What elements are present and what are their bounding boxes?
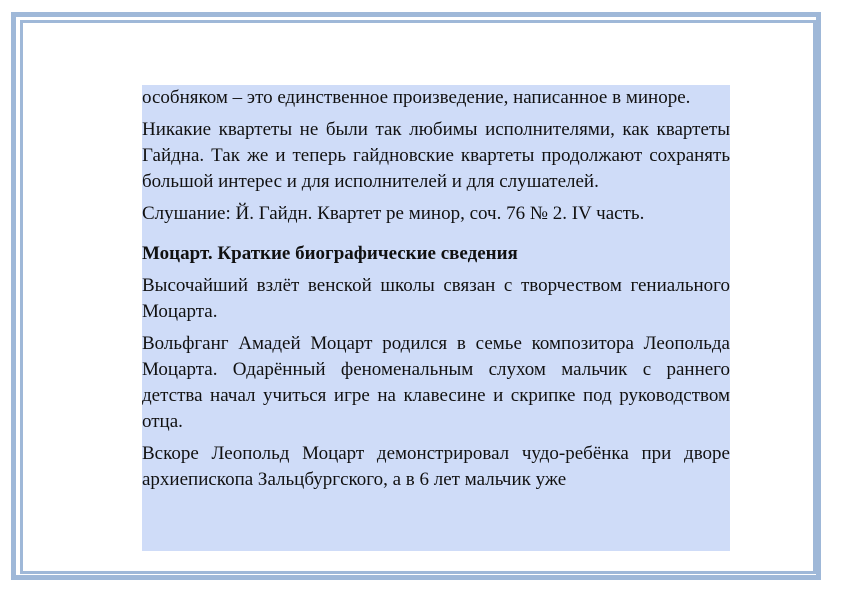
paragraph-haydn-quartets: Никакие квартеты не были так любимы исполнителями, как квартеты Гайдна. Так же и теперь гайдновские квартеты продолжают сохранять большой интерес и для исполнителей и для слушателей. xyxy=(142,119,730,192)
section-heading-mozart: Моцарт. Краткие биографические сведения xyxy=(142,243,518,264)
paragraph-quartet-minor: особняком – это единственное произведение, написанное в миноре. xyxy=(142,87,691,108)
paragraph-listening: Слушание: Й. Гайдн. Квартет ре минор, соч. 76 № 2. IV часть. xyxy=(142,203,645,224)
paragraph-mozart-birth: Вольфганг Амадей Моцарт родился в семье композитора Леопольда Моцарта. Одарённый феноменальным слухом мальчик с раннего детства начал учиться игре на клавесине и скрипке под руководством отца. xyxy=(142,333,730,432)
paragraph-child-prodigy: Вскоре Леопольд Моцарт демонстрировал чудо-ребёнка при дворе архиепископа Зальцбургского, а в 6 лет мальчик уже xyxy=(142,443,730,490)
text-block xyxy=(142,85,730,551)
paragraph-vienna-school: Высочайший взлёт венской школы связан с творчеством гениального Моцарта. xyxy=(142,275,730,322)
